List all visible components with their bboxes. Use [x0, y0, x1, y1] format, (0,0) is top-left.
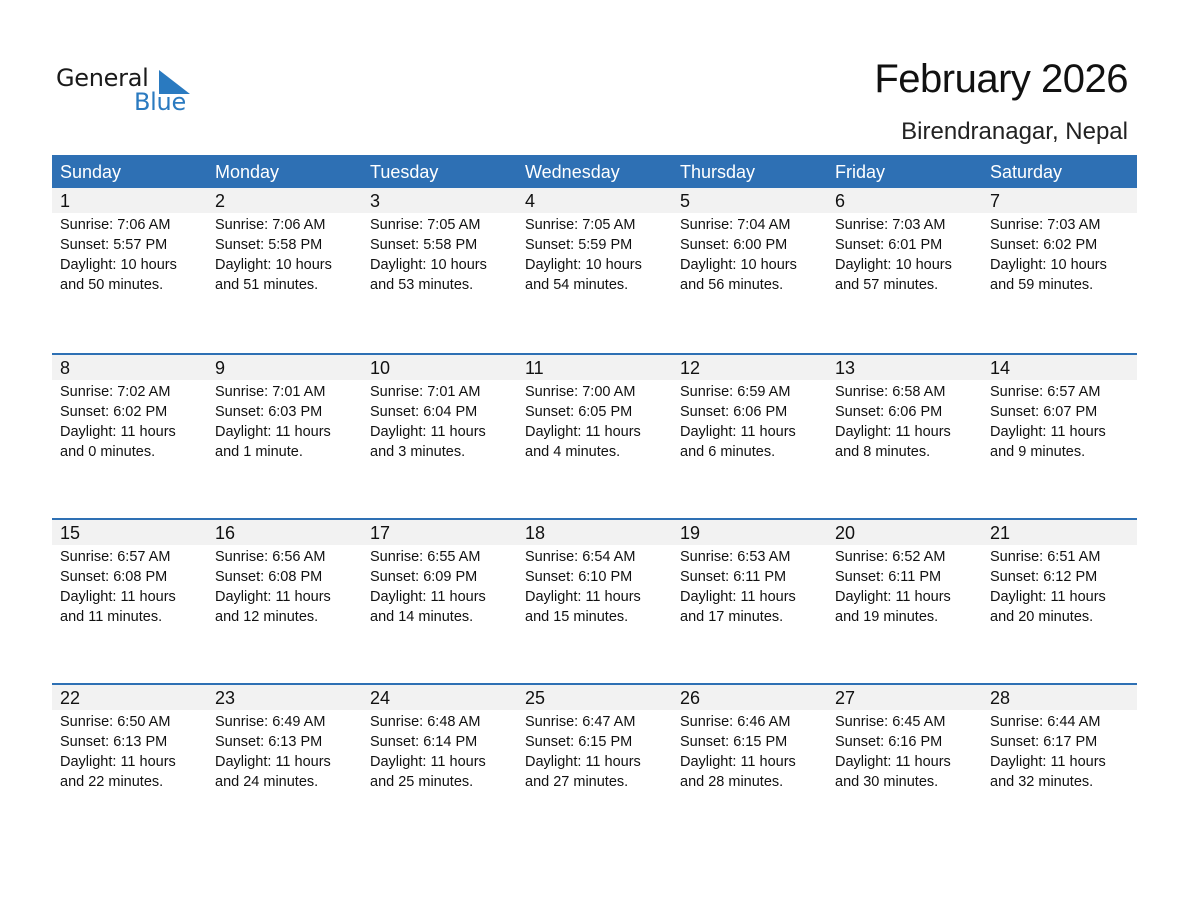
daylight-text: Daylight: 11 hours [60, 754, 176, 770]
sunset-text: Sunset: 5:59 PM [525, 237, 633, 253]
daylight-minutes-text: and 30 minutes. [835, 774, 939, 790]
sunrise-text: Sunrise: 6:44 AM [990, 714, 1101, 730]
sunrise-text: Sunrise: 6:52 AM [835, 549, 946, 565]
date-number-row [52, 355, 1137, 380]
weekday-friday: Friday [835, 162, 886, 182]
sunrise-text: Sunrise: 7:03 AM [990, 217, 1101, 233]
daylight-text: Daylight: 11 hours [370, 754, 486, 770]
day-cell [672, 380, 827, 462]
sunrise-text: Sunrise: 7:06 AM [60, 217, 171, 233]
daylight-minutes-text: and 22 minutes. [60, 774, 164, 790]
daylight-minutes-text: and 51 minutes. [215, 277, 319, 293]
date-number-row [52, 520, 1137, 545]
day-info-row [52, 380, 1137, 462]
weeks-container [52, 188, 1137, 848]
date-number-row [52, 188, 1137, 213]
daylight-text: Daylight: 11 hours [60, 589, 176, 605]
sunset-text: Sunset: 5:58 PM [370, 237, 478, 253]
daylight-text: Daylight: 11 hours [215, 754, 331, 770]
day-cell [207, 710, 362, 792]
daylight-minutes-text: and 32 minutes. [990, 774, 1094, 790]
weekday-tuesday: Tuesday [370, 162, 439, 182]
daylight-text: Daylight: 10 hours [680, 257, 797, 273]
day-number: 15 [60, 523, 81, 543]
daylight-text: Daylight: 10 hours [990, 257, 1107, 273]
day-number: 20 [835, 523, 856, 543]
sunset-text: Sunset: 6:02 PM [990, 237, 1098, 253]
day-cell [362, 380, 517, 462]
day-number: 22 [60, 688, 81, 708]
sunrise-text: Sunrise: 7:01 AM [370, 384, 481, 400]
daylight-text: Daylight: 11 hours [990, 589, 1106, 605]
day-cell [982, 545, 1137, 627]
sunset-text: Sunset: 6:09 PM [370, 569, 478, 585]
sunrise-text: Sunrise: 6:56 AM [215, 549, 326, 565]
sunset-text: Sunset: 6:06 PM [680, 404, 788, 420]
day-number: 8 [60, 358, 71, 378]
sunset-text: Sunset: 6:17 PM [990, 734, 1098, 750]
sunrise-text: Sunrise: 6:59 AM [680, 384, 791, 400]
day-cell [52, 710, 207, 792]
sunrise-text: Sunrise: 6:57 AM [990, 384, 1101, 400]
day-number: 16 [215, 523, 236, 543]
weekday-sunday: Sunday [60, 162, 122, 182]
daylight-text: Daylight: 11 hours [525, 589, 641, 605]
location-subtitle: Birendranagar, Nepal [901, 118, 1128, 145]
sunset-text: Sunset: 6:00 PM [680, 237, 788, 253]
day-number: 28 [990, 688, 1011, 708]
day-cell [52, 213, 207, 295]
sunset-text: Sunset: 6:16 PM [835, 734, 943, 750]
daylight-minutes-text: and 24 minutes. [215, 774, 319, 790]
daylight-minutes-text: and 4 minutes. [525, 444, 621, 460]
weekday-wednesday: Wednesday [525, 162, 620, 182]
day-number: 18 [525, 523, 546, 543]
daylight-text: Daylight: 10 hours [835, 257, 952, 273]
day-cell [982, 380, 1137, 462]
daylight-text: Daylight: 11 hours [525, 754, 641, 770]
daylight-text: Daylight: 10 hours [60, 257, 177, 273]
weekday-header-row [52, 155, 1137, 188]
sunset-text: Sunset: 6:08 PM [215, 569, 323, 585]
daylight-minutes-text: and 0 minutes. [60, 444, 156, 460]
day-cell [207, 545, 362, 627]
daylight-minutes-text: and 12 minutes. [215, 609, 319, 625]
sunrise-text: Sunrise: 6:58 AM [835, 384, 946, 400]
daylight-minutes-text: and 25 minutes. [370, 774, 474, 790]
page-title: February 2026 [874, 57, 1128, 101]
day-number: 11 [525, 358, 544, 378]
day-number: 5 [680, 191, 691, 211]
day-cell [827, 380, 982, 462]
day-number: 1 [60, 191, 71, 211]
calendar-week [52, 518, 1137, 683]
sunrise-text: Sunrise: 6:57 AM [60, 549, 171, 565]
day-number: 23 [215, 688, 236, 708]
day-number: 2 [215, 191, 226, 211]
date-number-row [52, 685, 1137, 710]
daylight-minutes-text: and 59 minutes. [990, 277, 1094, 293]
logo-word-blue: Blue [134, 88, 186, 116]
sunset-text: Sunset: 6:11 PM [680, 569, 787, 585]
daylight-minutes-text: and 19 minutes. [835, 609, 939, 625]
daylight-text: Daylight: 11 hours [835, 589, 951, 605]
daylight-text: Daylight: 11 hours [215, 424, 331, 440]
daylight-text: Daylight: 11 hours [680, 754, 796, 770]
day-number: 19 [680, 523, 701, 543]
daylight-minutes-text: and 50 minutes. [60, 277, 164, 293]
daylight-text: Daylight: 10 hours [370, 257, 487, 273]
daylight-minutes-text: and 1 minute. [215, 444, 303, 460]
daylight-text: Daylight: 11 hours [835, 754, 951, 770]
day-info-row [52, 710, 1137, 792]
sunset-text: Sunset: 6:10 PM [525, 569, 633, 585]
daylight-text: Daylight: 11 hours [370, 424, 486, 440]
sunset-text: Sunset: 6:14 PM [370, 734, 478, 750]
sunset-text: Sunset: 6:13 PM [60, 734, 168, 750]
day-info-row [52, 545, 1137, 627]
sunrise-text: Sunrise: 6:46 AM [680, 714, 791, 730]
daylight-minutes-text: and 11 minutes. [60, 609, 163, 625]
sunrise-text: Sunrise: 7:03 AM [835, 217, 946, 233]
sunrise-text: Sunrise: 6:51 AM [990, 549, 1101, 565]
calendar-week [52, 188, 1137, 353]
sunset-text: Sunset: 6:02 PM [60, 404, 168, 420]
day-number: 26 [680, 688, 701, 708]
day-cell [517, 380, 672, 462]
sunset-text: Sunset: 6:03 PM [215, 404, 323, 420]
day-number: 13 [835, 358, 856, 378]
calendar-week [52, 353, 1137, 518]
sunset-text: Sunset: 6:05 PM [525, 404, 633, 420]
daylight-text: Daylight: 11 hours [990, 424, 1106, 440]
sunset-text: Sunset: 6:15 PM [680, 734, 788, 750]
day-info-row [52, 213, 1137, 295]
daylight-minutes-text: and 56 minutes. [680, 277, 784, 293]
daylight-text: Daylight: 11 hours [835, 424, 951, 440]
day-number: 17 [370, 523, 391, 543]
weekday-thursday: Thursday [680, 162, 756, 182]
daylight-minutes-text: and 14 minutes. [370, 609, 474, 625]
day-number: 4 [525, 191, 536, 211]
day-cell [207, 380, 362, 462]
sunrise-text: Sunrise: 7:02 AM [60, 384, 171, 400]
sunrise-text: Sunrise: 6:53 AM [680, 549, 791, 565]
day-cell [517, 545, 672, 627]
daylight-minutes-text: and 53 minutes. [370, 277, 474, 293]
sunset-text: Sunset: 6:11 PM [835, 569, 942, 585]
day-cell [517, 213, 672, 295]
sunrise-text: Sunrise: 7:05 AM [370, 217, 481, 233]
daylight-text: Daylight: 11 hours [680, 589, 796, 605]
daylight-text: Daylight: 10 hours [525, 257, 642, 273]
day-cell [672, 545, 827, 627]
day-cell [52, 380, 207, 462]
day-cell [52, 545, 207, 627]
sunrise-text: Sunrise: 7:01 AM [215, 384, 326, 400]
day-number: 6 [835, 191, 846, 211]
sunrise-text: Sunrise: 6:47 AM [525, 714, 636, 730]
day-cell [672, 710, 827, 792]
daylight-minutes-text: and 15 minutes. [525, 609, 629, 625]
calendar-week [52, 683, 1137, 848]
sunrise-text: Sunrise: 7:05 AM [525, 217, 636, 233]
sunset-text: Sunset: 6:01 PM [835, 237, 943, 253]
day-number: 7 [990, 191, 1001, 211]
day-cell [672, 213, 827, 295]
daylight-text: Daylight: 11 hours [990, 754, 1106, 770]
day-cell [827, 710, 982, 792]
day-cell [982, 710, 1137, 792]
daylight-minutes-text: and 57 minutes. [835, 277, 939, 293]
sunset-text: Sunset: 5:58 PM [215, 237, 323, 253]
sunset-text: Sunset: 6:13 PM [215, 734, 323, 750]
sunrise-text: Sunrise: 6:49 AM [215, 714, 326, 730]
day-number: 9 [215, 358, 226, 378]
sunset-text: Sunset: 6:12 PM [990, 569, 1098, 585]
daylight-text: Daylight: 11 hours [370, 589, 486, 605]
day-cell [517, 710, 672, 792]
daylight-minutes-text: and 9 minutes. [990, 444, 1086, 460]
daylight-minutes-text: and 28 minutes. [680, 774, 784, 790]
day-cell [982, 213, 1137, 295]
day-cell [362, 545, 517, 627]
daylight-minutes-text: and 6 minutes. [680, 444, 776, 460]
weekday-monday: Monday [215, 162, 280, 182]
brand-logo [56, 64, 196, 120]
sunrise-text: Sunrise: 7:06 AM [215, 217, 326, 233]
sunset-text: Sunset: 6:07 PM [990, 404, 1098, 420]
daylight-minutes-text: and 8 minutes. [835, 444, 931, 460]
sunrise-text: Sunrise: 6:45 AM [835, 714, 946, 730]
day-number: 14 [990, 358, 1011, 378]
daylight-minutes-text: and 3 minutes. [370, 444, 466, 460]
day-number: 3 [370, 191, 381, 211]
daylight-minutes-text: and 27 minutes. [525, 774, 629, 790]
day-cell [207, 213, 362, 295]
day-cell [362, 213, 517, 295]
day-number: 25 [525, 688, 546, 708]
sunrise-text: Sunrise: 7:04 AM [680, 217, 791, 233]
daylight-text: Daylight: 11 hours [215, 589, 331, 605]
daylight-minutes-text: and 20 minutes. [990, 609, 1094, 625]
day-cell [362, 710, 517, 792]
sunset-text: Sunset: 6:08 PM [60, 569, 168, 585]
day-number: 12 [680, 358, 701, 378]
daylight-text: Daylight: 11 hours [60, 424, 176, 440]
day-cell [827, 545, 982, 627]
day-number: 27 [835, 688, 856, 708]
day-number: 10 [370, 358, 391, 378]
daylight-minutes-text: and 17 minutes. [680, 609, 784, 625]
day-number: 21 [990, 523, 1011, 543]
day-number: 24 [370, 688, 391, 708]
sunset-text: Sunset: 6:04 PM [370, 404, 478, 420]
sunrise-text: Sunrise: 7:00 AM [525, 384, 636, 400]
weekday-saturday: Saturday [990, 162, 1063, 182]
sunset-text: Sunset: 6:15 PM [525, 734, 633, 750]
daylight-minutes-text: and 54 minutes. [525, 277, 629, 293]
daylight-text: Daylight: 11 hours [525, 424, 641, 440]
logo-word-general: General [56, 64, 149, 92]
daylight-text: Daylight: 10 hours [215, 257, 332, 273]
sunset-text: Sunset: 5:57 PM [60, 237, 168, 253]
daylight-text: Daylight: 11 hours [680, 424, 796, 440]
day-cell [827, 213, 982, 295]
sunrise-text: Sunrise: 6:55 AM [370, 549, 481, 565]
sunrise-text: Sunrise: 6:50 AM [60, 714, 171, 730]
sunrise-text: Sunrise: 6:54 AM [525, 549, 636, 565]
sunset-text: Sunset: 6:06 PM [835, 404, 943, 420]
sunrise-text: Sunrise: 6:48 AM [370, 714, 481, 730]
calendar-grid [52, 155, 1137, 848]
